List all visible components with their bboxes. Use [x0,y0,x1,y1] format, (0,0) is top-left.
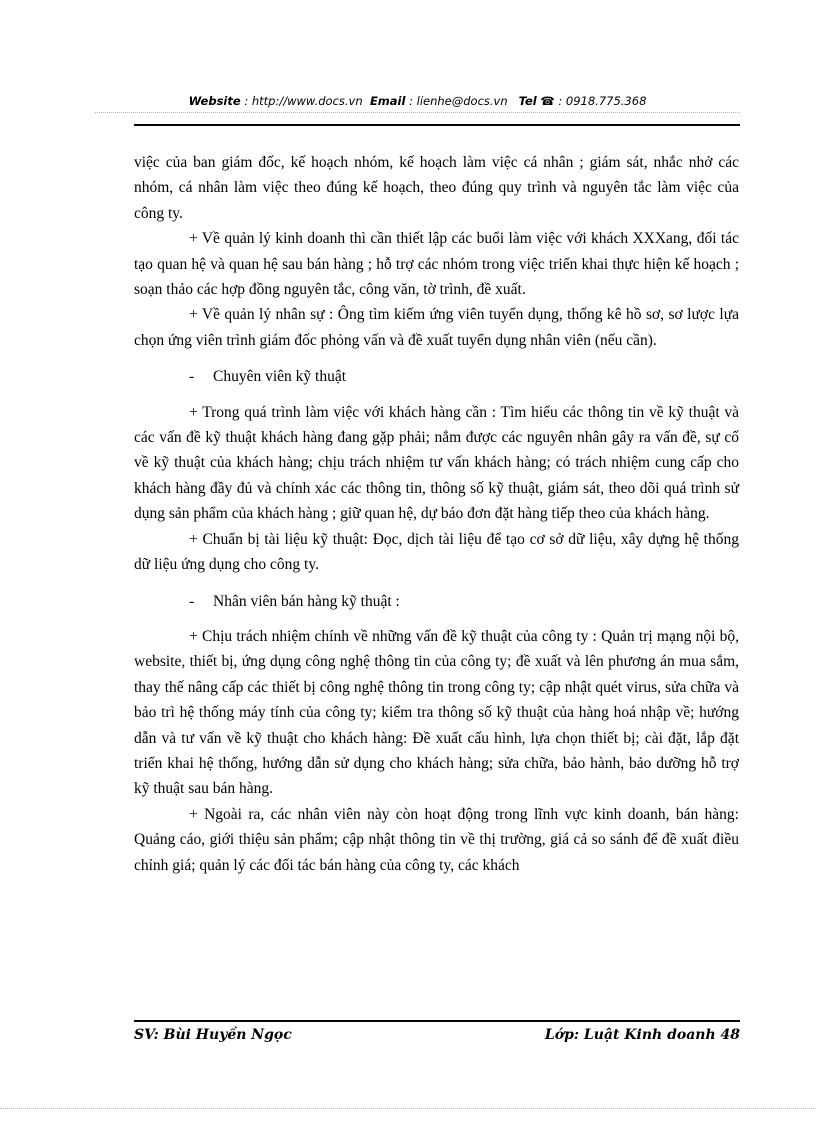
paragraph: + Về quản lý nhân sự : Ông tìm kiếm ứng viên tuyển dụng, thống kê hồ sơ, sơ lược lựa chọn ứng viên trình giám đốc phỏng vấn và đề xuất tuyển dụng nhân viên (nếu cần). [134,306,739,349]
footer-dotted-divider [0,1108,816,1109]
header-rule [134,124,740,126]
tel-value: : 0918.775.368 [558,94,647,108]
section-heading-text: Chuyên viên kỹ thuật [213,368,347,386]
section-heading [134,364,739,389]
paragraph: việc của ban giám đốc, kế hoạch nhóm, kế hoạch làm việc cá nhân ; giám sát, nhắc nhở các nhóm, cá nhân làm việc theo đúng kế hoạch, theo đúng quy trình và nguyên tắc làm việc của công ty. [134,154,739,222]
telephone-icon: ☎ [540,94,555,108]
dash-bullet: - [189,368,195,386]
document-body [134,150,739,878]
footer-student: SV: Bùi Huyền Ngọc [134,1027,292,1043]
footer-rule [134,1020,740,1022]
email-value: : lienhe@docs.vn [409,94,508,108]
section-heading-text: Nhân viên bán hàng kỹ thuật : [213,592,400,610]
paragraph: + Về quản lý kinh doanh thì cần thiết lập các buổi làm việc với khách XXXang, đối tác tạo quan hệ và quan hệ sau bán hàng ; hỗ trợ các nhóm trong việc triển khai thực hiện kế hoạch ; soạn thảo các hợp đồng nguyên tắc, công văn, tờ trình, đề xuất. [134,230,739,299]
dash-bullet: - [189,592,195,610]
tel-label: Tel [518,94,537,108]
header-dotted-divider [95,112,740,113]
paragraph: + Chuẩn bị tài liệu kỹ thuật: Đọc, dịch tài liệu để tạo cơ sở dữ liệu, xây dựng hệ thống dữ liệu ứng dụng cho công ty. [134,530,739,574]
page-header [95,94,740,108]
website-label: Website [188,94,241,108]
paragraph: + Trong quá trình làm việc với khách hàng cần : Tìm hiểu các thông tin về kỹ thuật và các vấn đề kỹ thuật khách hàng đang gặp phải; nắm được các nguyên nhân gây ra vấn đề, sự cố về kỹ thuật của khách hàng; chịu trách nhiệm tư vấn khách hàng; có trách nhiệm cung cấp cho khách hàng đầy đủ và chính xác các thông tin, thông số kỹ thuật, giám sát, theo dõi quá trình sử dụng sản phẩm của khách hàng ; giữ quan hệ, dự báo đơn đặt hàng tiếp theo của khách hàng. [134,403,739,523]
website-value: : http://www.docs.vn [244,94,363,108]
paragraph: + Ngoài ra, các nhân viên này còn hoạt động trong lĩnh vực kinh doanh, bán hàng: Quảng cáo, giới thiệu sản phẩm; cập nhật thông tin về thị trường, giá cả so sánh để đề xuất điều chỉnh giá; quản lý các đối tác bán hàng của công ty, các khách [134,805,739,874]
paragraph: + Chịu trách nhiệm chính về những vấn đề kỹ thuật của công ty : Quản trị mạng nội bộ, website, thiết bị, ứng dụng công nghệ thông tin của công ty; đề xuất và lên phương án mua sắm, thay thế nâng cấp các thiết bị công nghệ thông tin trong công ty; cập nhật quét virus, sửa chữa và bảo trì hệ thống máy tính của công ty; kiểm tra thông số kỹ thuật của hàng hoá nhập về; hướng dẫn và tư vấn về kỹ thuật cho khách hàng: Đề xuất cấu hình, lựa chọn thiết bị; cài đặt, lắp đặt triển khai hệ thống, hướng dẫn sử dụng cho khách hàng; sửa chữa, bảo hành, bảo dưỡng hỗ trợ kỹ thuật sau bán hàng. [134,627,739,798]
email-label: Email [369,94,406,108]
footer-class: Lớp: Luật Kinh doanh 48 [544,1027,740,1043]
section-heading [134,589,739,614]
